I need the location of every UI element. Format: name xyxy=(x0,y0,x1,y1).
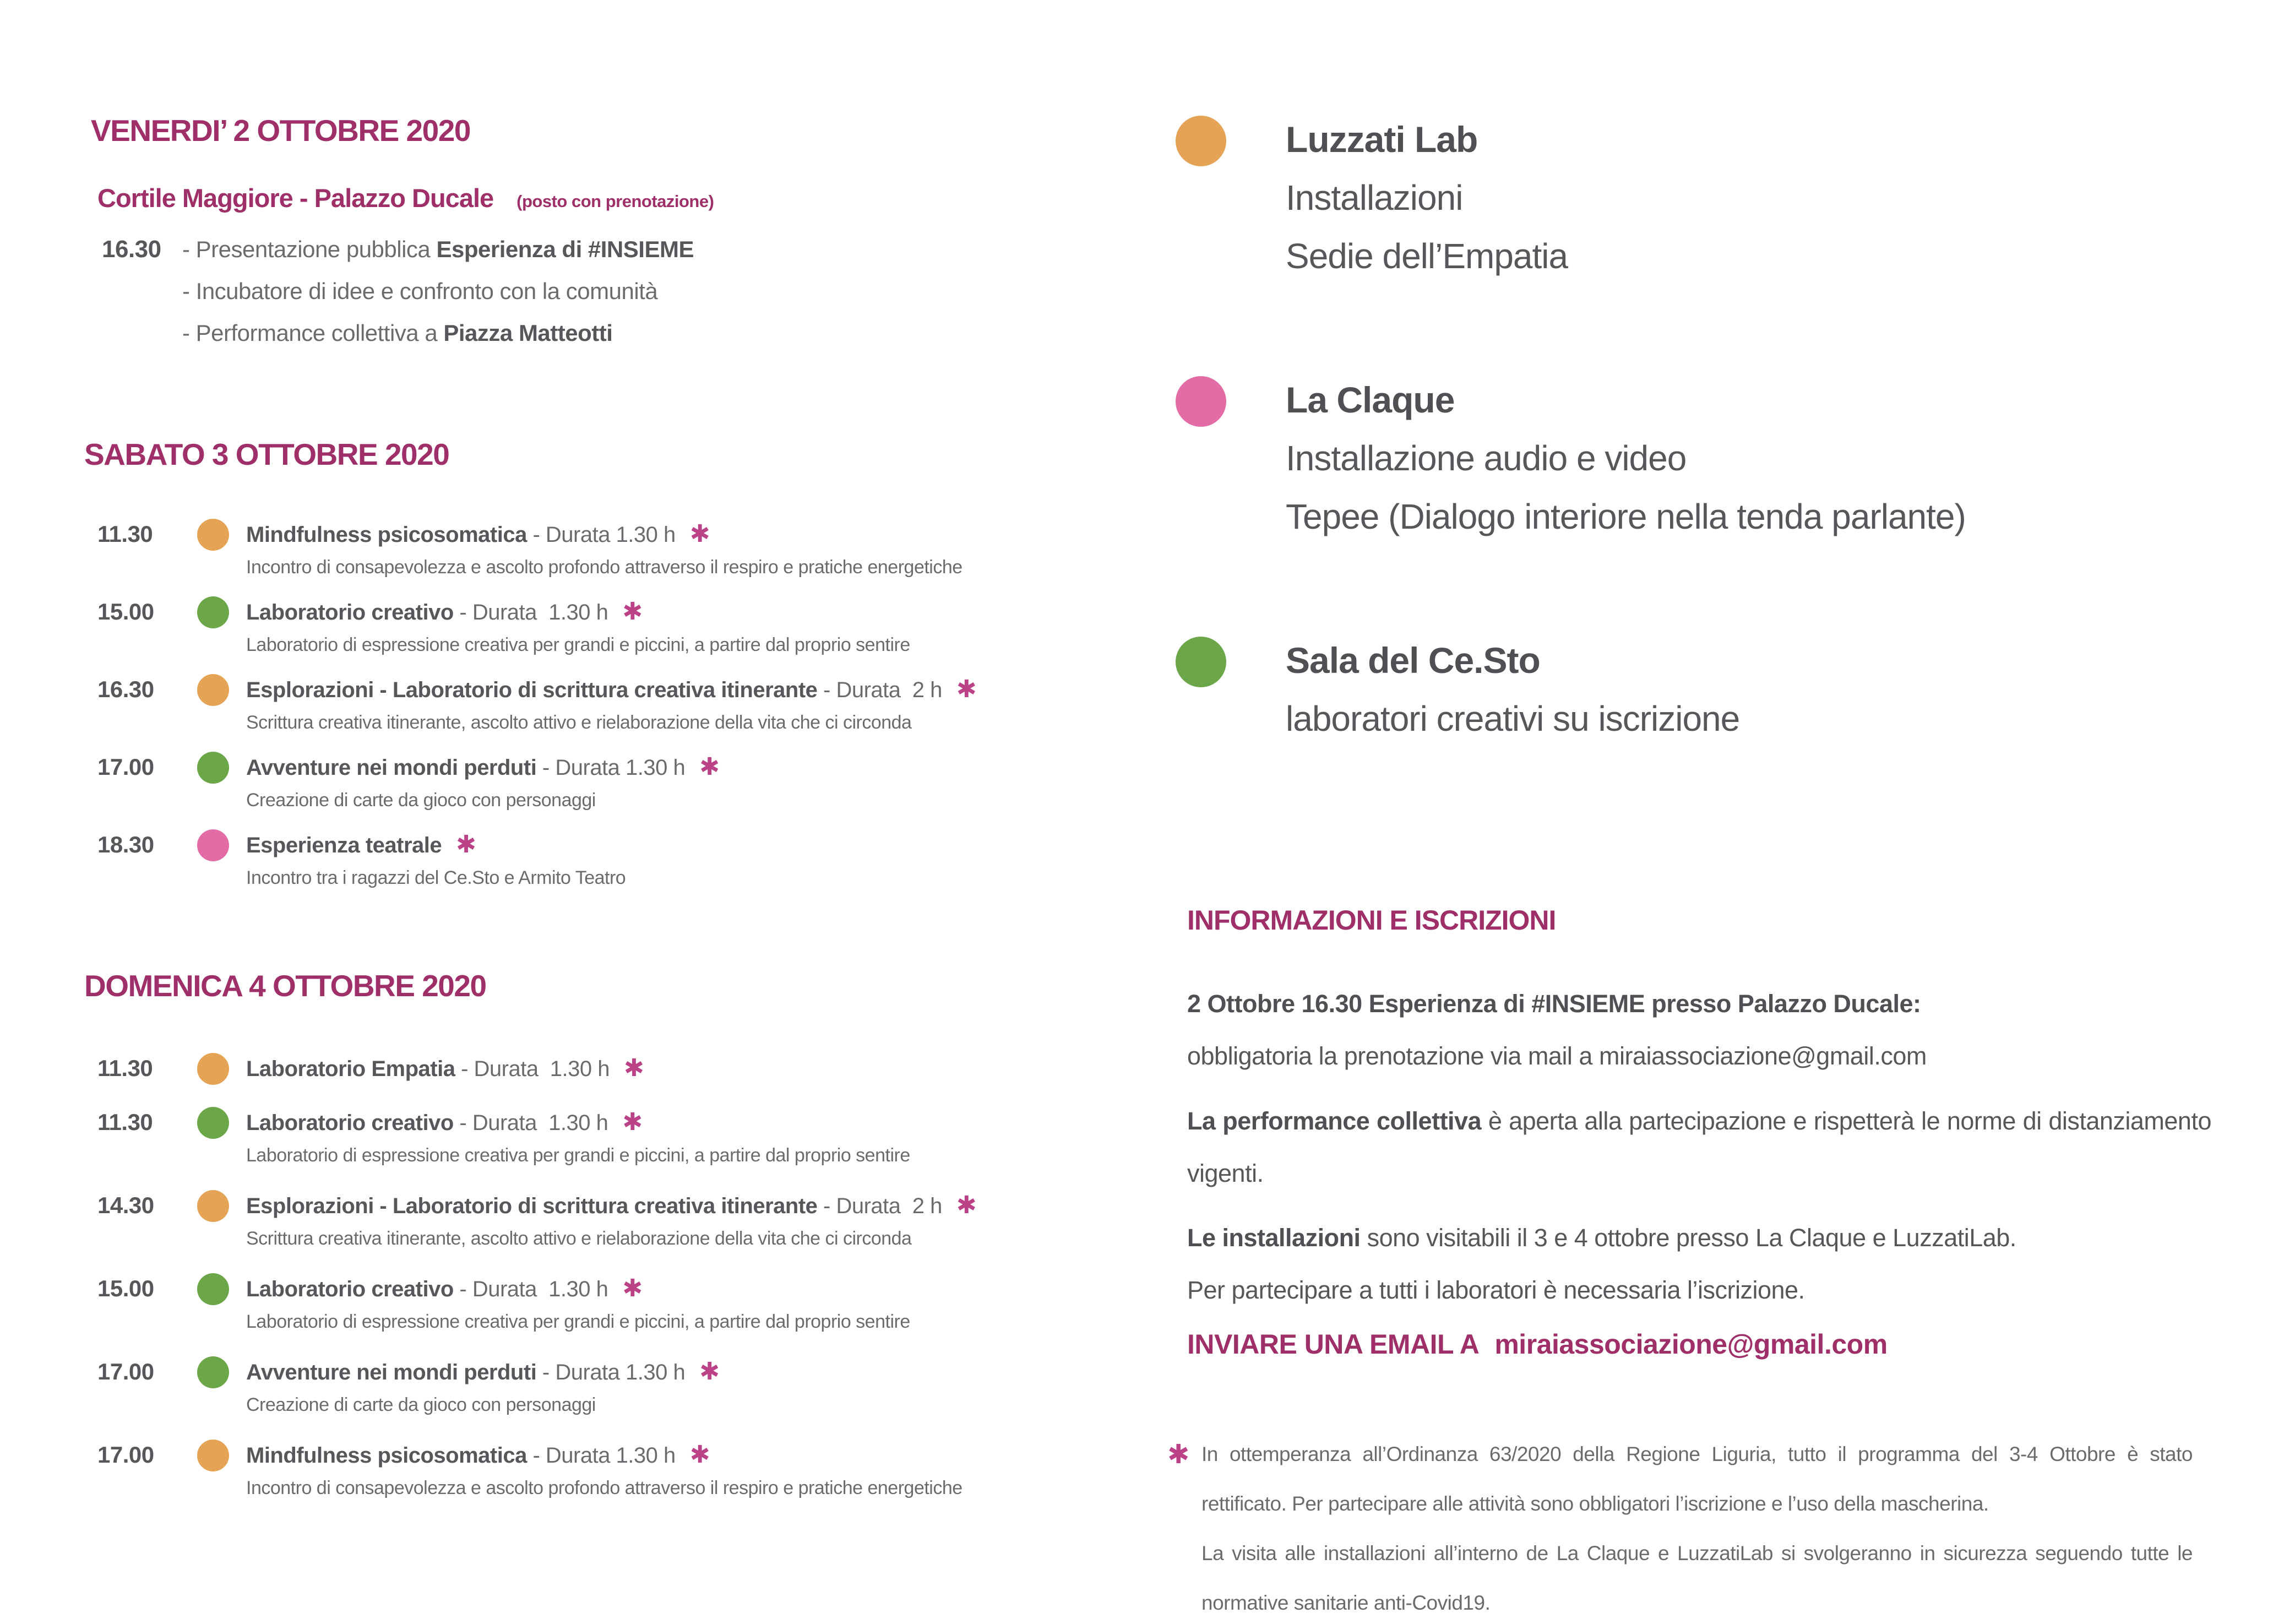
schedule-item xyxy=(97,829,1144,890)
sunday-heading: DOMENICA 4 OTTOBRE 2020 xyxy=(84,969,486,1003)
schedule-description: Incontro di consapevolezza e ascolto profondo attraverso il respiro e pratiche energetiche xyxy=(246,557,962,578)
contact-email-address[interactable]: miraiassociazione@gmail.com xyxy=(1494,1329,1888,1360)
schedule-time: 14.30 xyxy=(97,1192,154,1218)
venue-dot xyxy=(1176,376,1226,427)
schedule-description: Scrittura creativa itinerante, ascolto attivo e rielaborazione della vita che ci circonda xyxy=(246,1228,912,1249)
schedule-time: 15.00 xyxy=(97,599,154,624)
friday-lines xyxy=(182,229,694,354)
asterisk-marker: ✱ xyxy=(689,1441,710,1469)
contact-email-line xyxy=(1187,1328,1888,1360)
schedule-item xyxy=(97,752,1144,813)
schedule-title-line: Laboratorio creativo - Durata 1.30 h ✱ xyxy=(246,1108,643,1136)
venue-dot xyxy=(197,1273,229,1305)
schedule-time: 15.00 xyxy=(97,1275,154,1301)
legend-venue-name: La Claque xyxy=(1286,379,1455,420)
schedule-item xyxy=(97,519,1144,580)
venue-note: (posto con prenotazione) xyxy=(516,192,714,211)
schedule-time: 16.30 xyxy=(97,676,154,702)
info-booking-lead: 2 Ottobre 16.30 Esperienza di #INSIEME presso Palazzo Ducale: xyxy=(1187,990,1921,1018)
schedule-item xyxy=(97,1053,1144,1085)
info-performance-lead: La performance collettiva xyxy=(1187,1107,1482,1135)
asterisk-marker: ✱ xyxy=(689,520,710,548)
schedule-description: Incontro tra i ragazzi del Ce.Sto e Armito Teatro xyxy=(246,867,626,888)
asterisk-marker: ✱ xyxy=(622,598,643,626)
schedule-item xyxy=(97,596,1144,658)
schedule-item xyxy=(97,1190,1144,1251)
schedule-item xyxy=(97,1356,1144,1417)
info-installations-line2: Per partecipare a tutti i laboratori è necessaria l’iscrizione. xyxy=(1187,1276,1805,1304)
legend-block xyxy=(1176,110,2255,285)
venue-legend xyxy=(1176,110,2255,833)
schedule-title-line: Laboratorio Empatia - Durata 1.30 h ✱ xyxy=(246,1054,644,1082)
asterisk-marker: ✱ xyxy=(456,830,476,859)
friday-time: 16.30 xyxy=(102,236,161,263)
venue-dot xyxy=(197,596,229,628)
schedule-item xyxy=(97,674,1144,735)
venue-dot xyxy=(197,1440,229,1471)
info-paragraph-booking xyxy=(1187,977,2211,1082)
venue-dot xyxy=(1176,116,1226,166)
venue-dot xyxy=(197,1107,229,1139)
friday-event-line: - Presentazione pubblica Esperienza di #INSIEME xyxy=(182,236,694,262)
saturday-schedule xyxy=(97,519,1144,890)
schedule-time: 11.30 xyxy=(97,1055,153,1081)
legend-venue-description: Installazione audio e video Tepee (Dialogo interiore nella tenda parlante) xyxy=(1286,438,1966,536)
info-paragraph-performance xyxy=(1187,1095,2211,1199)
legend-venue-description: Installazioni Sedie dell’Empatia xyxy=(1286,178,1568,276)
info-performance-rest: è aperta alla partecipazione e rispetterà le norme di distanziamento vigenti. xyxy=(1187,1107,2211,1187)
schedule-title-line: Esplorazioni - Laboratorio di scrittura creativa itinerante - Durata 2 h ✱ xyxy=(246,675,977,703)
schedule-item xyxy=(97,1440,1144,1501)
contact-email-label: INVIARE UNA EMAIL A xyxy=(1187,1329,1480,1360)
asterisk-marker: ✱ xyxy=(956,1191,977,1219)
legend-venue-description: laboratori creativi su iscrizione xyxy=(1286,699,1740,738)
schedule-item xyxy=(97,1107,1144,1168)
legend-venue-name: Sala del Ce.Sto xyxy=(1286,640,1540,681)
schedule-time: 17.00 xyxy=(97,1442,154,1468)
schedule-title-line: Mindfulness psicosomatica - Durata 1.30 h ✱ xyxy=(246,520,710,548)
venue-dot xyxy=(197,519,229,551)
venue-dot xyxy=(197,1190,229,1222)
info-paragraph-installations xyxy=(1187,1212,2211,1316)
asterisk-marker: ✱ xyxy=(956,675,977,703)
asterisk-marker: ✱ xyxy=(699,1357,720,1386)
friday-schedule xyxy=(102,229,694,354)
venue-dot xyxy=(1176,637,1226,687)
footnote-text xyxy=(1201,1430,2193,1624)
schedule-description: Creazione di carte da gioco con personaggi xyxy=(246,790,596,811)
venue-dot xyxy=(197,752,229,784)
venue-dot xyxy=(197,1053,229,1085)
schedule-time: 18.30 xyxy=(97,832,154,857)
info-heading: INFORMAZIONI E ISCRIZIONI xyxy=(1187,905,1556,936)
sunday-schedule xyxy=(97,1053,1144,1501)
friday-event-line: - Incubatore di idee e confronto con la comunità xyxy=(182,278,658,304)
legend-block xyxy=(1176,371,2255,546)
venue-dot xyxy=(197,829,229,861)
friday-heading: VENERDI’ 2 OTTOBRE 2020 xyxy=(91,113,470,148)
schedule-title-line: Avventure nei mondi perduti - Durata 1.30 h ✱ xyxy=(246,753,720,781)
covid-footnote xyxy=(1167,1430,2193,1624)
info-installations-rest: sono visitabili il 3 e 4 ottobre presso La Claque e LuzzatiLab. xyxy=(1360,1224,2016,1252)
schedule-item xyxy=(97,1273,1144,1334)
schedule-description: Laboratorio di espressione creativa per grandi e piccini, a partire dal proprio sentire xyxy=(246,1311,910,1332)
schedule-time: 11.30 xyxy=(97,1109,153,1135)
schedule-time: 11.30 xyxy=(97,521,153,547)
schedule-description: Scrittura creativa itinerante, ascolto attivo e rielaborazione della vita che ci circonda xyxy=(246,712,912,733)
footnote-asterisk: ✱ xyxy=(1167,1439,1189,1470)
footnote-part2: La visita alle installazioni all’interno de La Claque e LuzzatiLab si svolgeranno in sicurezza seguendo tutte le normative sanitarie anti-Covid19. xyxy=(1201,1542,2193,1614)
schedule-description: Incontro di consapevolezza e ascolto profondo attraverso il respiro e pratiche energetiche xyxy=(246,1478,962,1498)
schedule-title-line: Laboratorio creativo - Durata 1.30 h ✱ xyxy=(246,598,643,626)
schedule-time: 17.00 xyxy=(97,1359,154,1384)
friday-venue-line xyxy=(97,183,714,213)
schedule-title-line: Esperienza teatrale ✱ xyxy=(246,830,476,859)
info-booking-rest: obbligatoria la prenotazione via mail a miraiassociazione@gmail.com xyxy=(1187,1042,1927,1070)
schedule-title-line: Esplorazioni - Laboratorio di scrittura creativa itinerante - Durata 2 h ✱ xyxy=(246,1191,977,1219)
info-installations-lead: Le installazioni xyxy=(1187,1224,1361,1252)
schedule-title-line: Avventure nei mondi perduti - Durata 1.30 h ✱ xyxy=(246,1357,720,1386)
asterisk-marker: ✱ xyxy=(622,1108,643,1136)
legend-block xyxy=(1176,631,2255,748)
schedule-title-line: Mindfulness psicosomatica - Durata 1.30 h ✱ xyxy=(246,1441,710,1469)
venue-dot xyxy=(197,674,229,706)
legend-venue-name: Luzzati Lab xyxy=(1286,119,1478,160)
saturday-heading: SABATO 3 OTTOBRE 2020 xyxy=(84,437,449,471)
asterisk-marker: ✱ xyxy=(624,1054,644,1082)
schedule-title-line: Laboratorio creativo - Durata 1.30 h ✱ xyxy=(246,1274,643,1302)
friday-event-line: - Performance collettiva a Piazza Matteotti xyxy=(182,320,613,346)
asterisk-marker: ✱ xyxy=(622,1274,643,1302)
footnote-part1: In ottemperanza all’Ordinanza 63/2020 della Regione Liguria, tutto il programma del 3-4 Ottobre è stato rettificato. Per partecipare alle attività sono obbligatori l’iscrizione e l’uso della mascherina. xyxy=(1201,1443,2193,1515)
schedule-description: Laboratorio di espressione creativa per grandi e piccini, a partire dal proprio sentire xyxy=(246,1145,910,1166)
schedule-description: Laboratorio di espressione creativa per grandi e piccini, a partire dal proprio sentire xyxy=(246,634,910,655)
venue-dot xyxy=(197,1356,229,1388)
schedule-time: 17.00 xyxy=(97,754,154,780)
asterisk-marker: ✱ xyxy=(699,753,720,781)
schedule-description: Creazione di carte da gioco con personaggi xyxy=(246,1394,596,1415)
venue-name: Cortile Maggiore - Palazzo Ducale xyxy=(97,183,494,213)
